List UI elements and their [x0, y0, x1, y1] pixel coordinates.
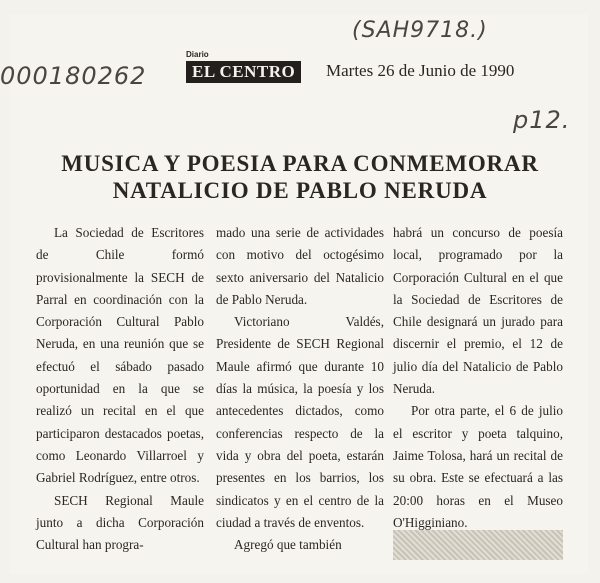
handwritten-annotation-right: p12.	[513, 106, 571, 134]
headline-line-2: NATALICIO DE PABLO NERUDA	[112, 178, 488, 203]
masthead-label: Diario	[186, 50, 209, 59]
paragraph: Por otra parte, el 6 de julio el escritor y poeta talquino, Jaime Tolosa, hará un recital de su obra. Este se efectuará a las 20:00 horas en el Museo O'Higginiano.	[393, 403, 563, 530]
article-column-2	[216, 222, 384, 556]
paragraph: SECH Regional Maule junto a dicha Corporación Cultural han progra-	[36, 492, 204, 553]
paragraph: mado una serie de actividades con motivo del octogésimo sexto aniversario del Natalicio de Pablo Neruda.	[216, 225, 384, 307]
paragraph: Victoriano Valdés, Presidente de SECH Regional Maule afirmó que durante 10 días la música, la poesía y los antecedentes dictados, como conferencias respecto de la vida y obra del poeta, estarán presentes en los barrios, los sindicatos y en el centro de la ciudad a través de enventos.	[216, 314, 384, 530]
paragraph: Agregó que también	[234, 537, 342, 553]
article-headline	[30, 150, 570, 204]
article-column-1	[36, 222, 204, 556]
handwritten-annotation-left: 000180262	[0, 62, 147, 90]
handwritten-annotation-top: (SAH9718.)	[352, 18, 488, 43]
paragraph: habrá un concurso de poesía local, programado por la Corporación Cultural en el que la Sociedad de Escritores de Chile designará un jurado para discernir el premio, el 12 de julio día del Natalicio de Pablo Neruda.	[393, 225, 563, 397]
headline-line-1: MUSICA Y POESIA PARA CONMEMORAR	[61, 151, 539, 176]
end-of-article-mark	[393, 530, 563, 560]
article-column-3	[393, 222, 563, 534]
paragraph: La Sociedad de Escritores de Chile formó provisionalmente la SECH de Parral en coordinación con la Corporación Cultural Pablo Neruda, en una reunión que se efectuó el sábado pasado oportunidad en la que se realizó un recital en el que participaron destacados poetas, como Leonardo Villarroel y Gabriel Rodríguez, entre otros.	[36, 225, 204, 486]
masthead-date: Martes 26 de Junio de 1990	[326, 61, 515, 80]
masthead-name: EL CENTRO	[186, 61, 301, 83]
